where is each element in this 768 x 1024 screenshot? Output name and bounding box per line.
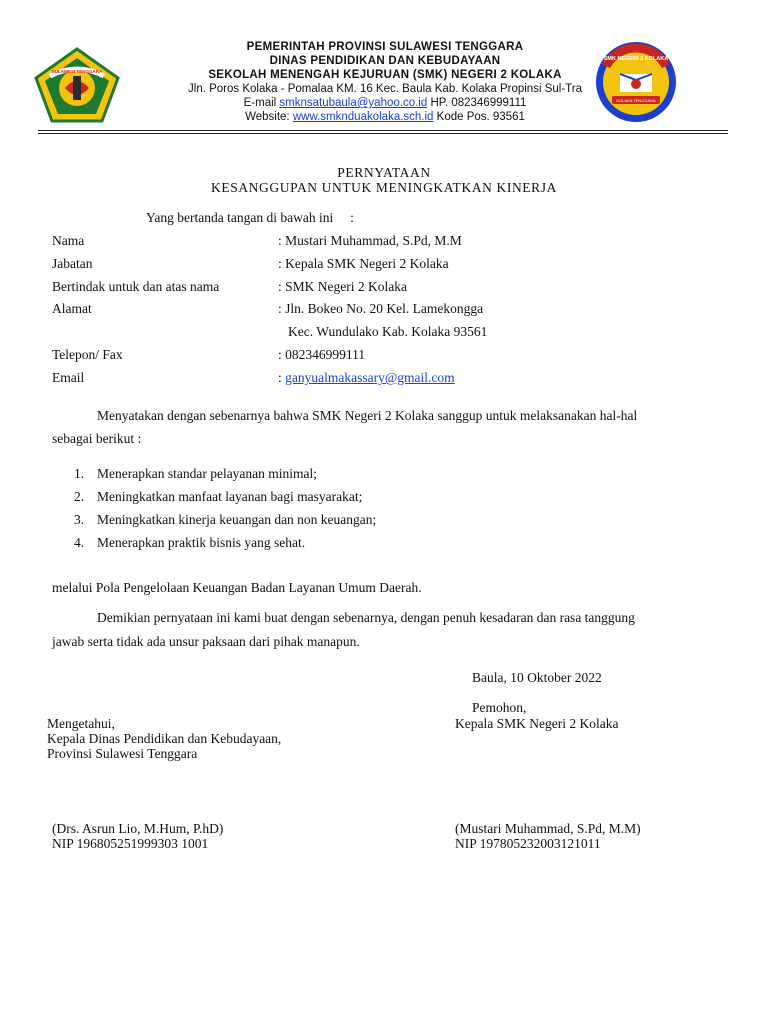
field-value-address-line2: Kec. Wundulako Kab. Kolaka 93561 xyxy=(288,324,488,339)
list-item: Menerapkan praktik bisnis yang sehat. xyxy=(97,535,306,550)
field-label-email: Email xyxy=(52,370,85,385)
via-text: melalui Pola Pengelolaan Keuangan Badan Layanan Umum Daerah. xyxy=(52,580,422,595)
header-school: SEKOLAH MENENGAH KEJURUAN (SMK) NEGERI 2 KOLAKA xyxy=(208,69,562,81)
field-label-address: Alamat xyxy=(52,301,92,316)
field-value-name: : Mustari Muhammad, S.Pd, M.M xyxy=(278,233,462,248)
school-email-link[interactable]: smknsatubaula@yahoo.co.id xyxy=(279,97,428,109)
header-address: Jln. Poros Kolaka - Pomalaa KM. 16 Kec. Baula Kab. Kolaka Propinsi Sul-Tra xyxy=(188,83,582,95)
document-subtitle: KESANGGUPAN UNTUK MENINGKATKAN KINERJA xyxy=(211,180,557,195)
acknowledger-province: Provinsi Sulawesi Tenggara xyxy=(47,746,198,761)
list-item-number: 3. xyxy=(74,512,85,527)
field-label-name: Nama xyxy=(52,233,85,248)
header-contact xyxy=(150,96,620,110)
applicant-nip: NIP 197805232003121011 xyxy=(455,836,601,851)
list-item-number: 1. xyxy=(74,466,85,481)
school-emblem-icon xyxy=(594,40,678,124)
list-item: Menerapkan standar pelayanan minimal; xyxy=(97,466,318,481)
svg-text:SULAWESI TENGGARA: SULAWESI TENGGARA xyxy=(51,69,103,74)
website-label: Website: xyxy=(245,111,290,123)
header-website-row xyxy=(150,110,620,124)
svg-text:KOLAKA TENGGARA: KOLAKA TENGGARA xyxy=(616,98,656,103)
province-emblem-icon xyxy=(32,46,122,124)
header-department: DINAS PENDIDIKAN DAN KEBUDAYAAN xyxy=(269,55,501,67)
postcode: Kode Pos. 93561 xyxy=(436,111,525,123)
acknowledger-position: Kepala Dinas Pendidikan dan Kebudayaan, xyxy=(47,731,282,746)
place-date: Baula, 10 Oktober 2022 xyxy=(472,670,602,685)
email-label: E-mail xyxy=(243,97,277,109)
field-value-email xyxy=(278,370,455,386)
field-value-position: : Kepala SMK Negeri 2 Kolaka xyxy=(278,256,449,271)
applicant-name: (Mustari Muhammad, S.Pd, M.M) xyxy=(455,821,641,836)
school-logo xyxy=(594,40,678,124)
school-phone: HP. 082346999111 xyxy=(430,97,527,109)
svg-text:SMK NEGERI 2 KOLAKA: SMK NEGERI 2 KOLAKA xyxy=(603,56,669,62)
header-government: PEMERINTAH PROVINSI SULAWESI TENGGARA xyxy=(246,41,524,53)
field-value-phone: : 082346999111 xyxy=(278,347,366,362)
acknowledger-nip: NIP 196805251999303 1001 xyxy=(52,836,209,851)
applicant-position: Kepala SMK Negeri 2 Kolaka xyxy=(455,716,619,731)
field-label-on-behalf: Bertindak untuk dan atas nama xyxy=(52,279,220,294)
list-item: Meningkatkan manfaat layanan bagi masyarakat; xyxy=(97,489,363,504)
intro-text: Yang bertanda tangan di bawah ini : xyxy=(146,210,354,225)
closing-line2: jawab serta tidak ada unsur paksaan dari pihak manapun. xyxy=(52,634,360,649)
school-website-link[interactable]: www.smknduakolaka.sch.id xyxy=(292,111,434,123)
field-label-position: Jabatan xyxy=(52,256,93,271)
acknowledger-name: (Drs. Asrun Lio, M.Hum, P.hD) xyxy=(52,821,224,836)
list-item: Meningkatkan kinerja keuangan dan non keuangan; xyxy=(97,512,377,527)
field-label-phone: Telepon/ Fax xyxy=(52,347,123,362)
acknowledged-label: Mengetahui, xyxy=(47,716,115,731)
list-item-number: 2. xyxy=(74,489,85,504)
email-prefix: : xyxy=(278,370,286,385)
field-value-address: : Jln. Bokeo No. 20 Kel. Lamekongga xyxy=(278,301,484,316)
applicant-label: Pemohon, xyxy=(472,700,527,715)
document-title: PERNYATAAN xyxy=(337,165,431,180)
province-logo xyxy=(32,46,122,124)
header-divider-thin xyxy=(38,133,728,134)
statement-line2: sebagai berikut : xyxy=(52,431,142,446)
field-value-on-behalf: : SMK Negeri 2 Kolaka xyxy=(278,279,407,294)
header-divider xyxy=(38,130,728,131)
list-item-number: 4. xyxy=(74,535,85,550)
contact-email-link[interactable]: ganyualmakassary@gmail.com xyxy=(285,370,455,385)
closing-line1: Demikian pernyataan ini kami buat dengan sebenarnya, dengan penuh kesadaran dan rasa tanggung xyxy=(97,610,635,625)
statement-line1: Menyatakan dengan sebenarnya bahwa SMK Negeri 2 Kolaka sanggup untuk melaksanakan hal-hal xyxy=(97,408,638,423)
